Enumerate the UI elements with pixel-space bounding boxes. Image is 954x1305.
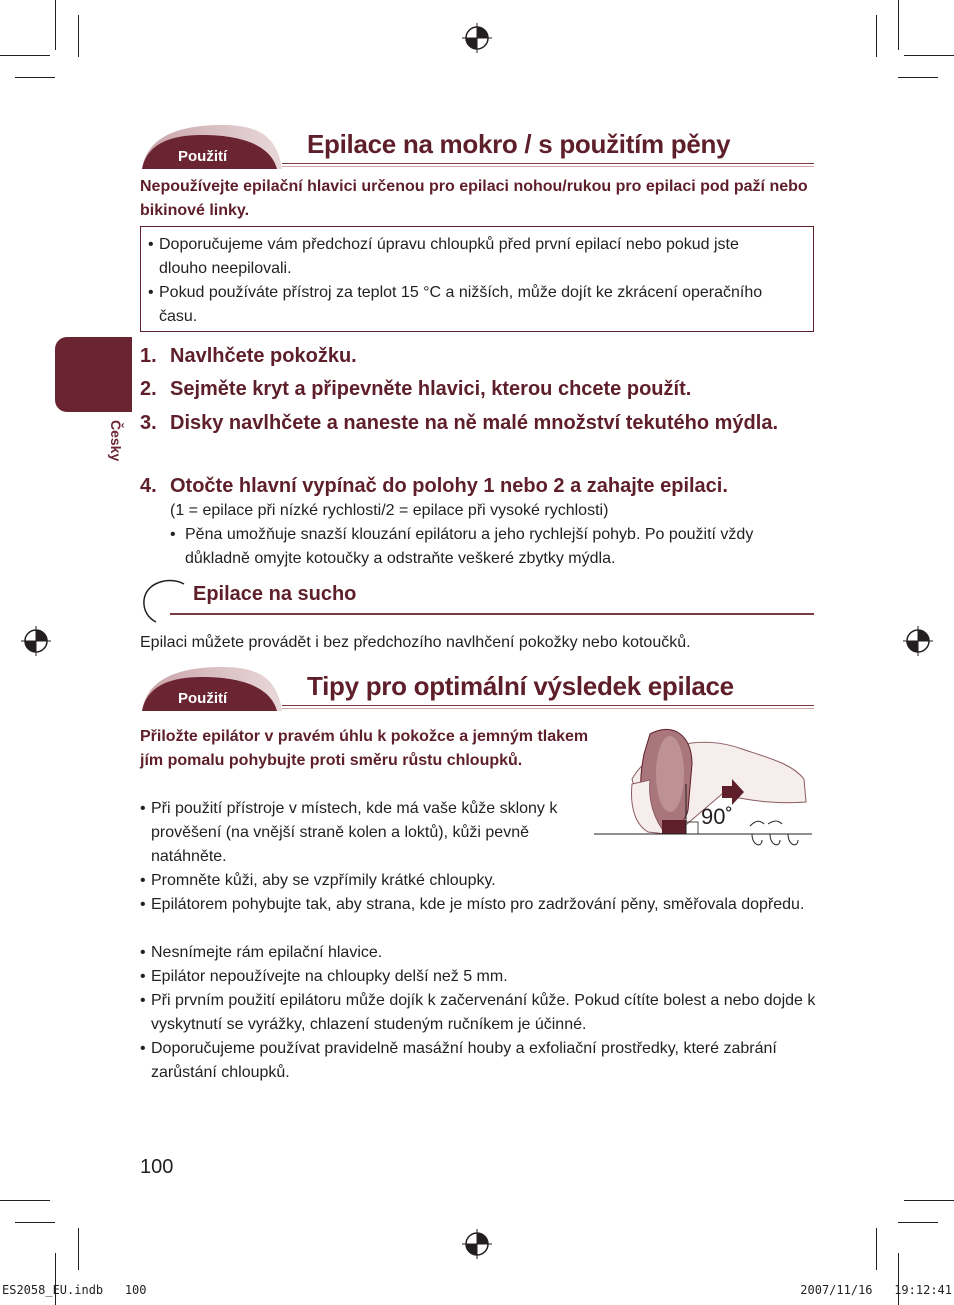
step-item: 2. Sejměte kryt a připevněte hlavici, kterou chcete použít.	[140, 378, 692, 400]
registration-mark-icon	[903, 626, 933, 656]
step-item: 3. Disky navlhčete a naneste na ně malé množství tekutého mýdla.	[140, 412, 778, 434]
dry-text: Epilaci můžete provádět i bez předchozího navlhčení pokožky nebo kotoučků.	[140, 634, 691, 651]
registration-mark-icon	[21, 626, 51, 656]
section-rule	[282, 163, 814, 167]
page-number: 100	[140, 1156, 174, 1178]
tip-item: • Epilátor nepoužívejte na chloupky delší než 5 mm.	[140, 968, 508, 985]
angle-label: 90˚	[701, 804, 733, 829]
section-title: Tipy pro optimální výsledek epilace	[307, 671, 734, 701]
section-tab-label: Použití	[178, 148, 228, 165]
tip-item: • Nesnímejte rám epilační hlavice.	[140, 944, 383, 961]
subsection-rule	[170, 613, 814, 615]
footer-file-info: ES2058_EU.indb 100	[2, 1283, 147, 1297]
step-bullet: • Pěna umožňuje snazší klouzání epilátoru a jeho rychlejší pohyb. Po použití vždy důkladně omyjte kotoučky a odstraňte veškeré zbytky mýdla.	[170, 526, 754, 567]
step-item: 4. Otočte hlavní vypínač do polohy 1 nebo 2 a zahajte epilaci.	[140, 475, 728, 497]
tip-item: • Při použití přístroje v místech, kde má vaše kůže sklony k prověšení (na vnější straně kolen a loktů), kůži pevně natáhněte.	[140, 800, 558, 865]
step-item: 1. Navlhčete pokožku.	[140, 345, 357, 367]
tip-item: • Při prvním použití epilátoru může dojík k začervenání kůže. Pokud cítíte bolest a nebo dojde k vyskytnutí se vyrážky, chlazení studeným ručníkem je účinné.	[140, 992, 816, 1033]
subsection-arc-icon	[140, 578, 188, 624]
tip-item: • Doporučujeme používat pravidelně masážní houby a exfoliační prostředky, které zabrání zarůstání chloupků.	[140, 1040, 777, 1081]
section-rule	[282, 705, 814, 709]
footer-timestamp: 2007/11/16 19:12:41	[800, 1283, 952, 1297]
tip-item: • Promněte kůži, aby se vzpřímily krátké chloupky.	[140, 872, 496, 889]
epilator-angle-illustration	[592, 724, 814, 854]
tip-item: • Epilátorem pohybujte tak, aby strana, kde je místo pro zadržování pěny, směřovala dopředu.	[140, 896, 805, 913]
registration-mark-icon	[462, 23, 492, 53]
subsection-title: Epilace na sucho	[193, 583, 357, 605]
section-tab-label: Použití	[178, 690, 228, 707]
language-sidebar-tab	[55, 337, 132, 412]
section-title: Epilace na mokro / s použitím pěny	[307, 129, 731, 159]
tips-lead-text: Přiložte epilátor v pravém úhlu k pokožce a jemným tlakem jím pomalu pohybujte proti směru růstu chloupků.	[140, 728, 589, 769]
note-item: • Doporučujeme vám předchozí úpravu chloupků před první epilací nebo pokud jste dlouho neepilovali.	[148, 236, 739, 277]
note-item: • Pokud používáte přístroj za teplot 15 °C a nižších, může dojít ke zkrácení operačního času.	[148, 284, 763, 325]
language-label: Česky	[108, 420, 124, 462]
warning-text: Nepoužívejte epilační hlavici určenou pro epilaci nohou/rukou pro epilaci pod paží nebo bikinové linky.	[140, 178, 808, 219]
registration-mark-icon	[462, 1229, 492, 1259]
step-note: (1 = epilace při nízké rychlosti/2 = epilace při vysoké rychlosti)	[170, 502, 609, 519]
